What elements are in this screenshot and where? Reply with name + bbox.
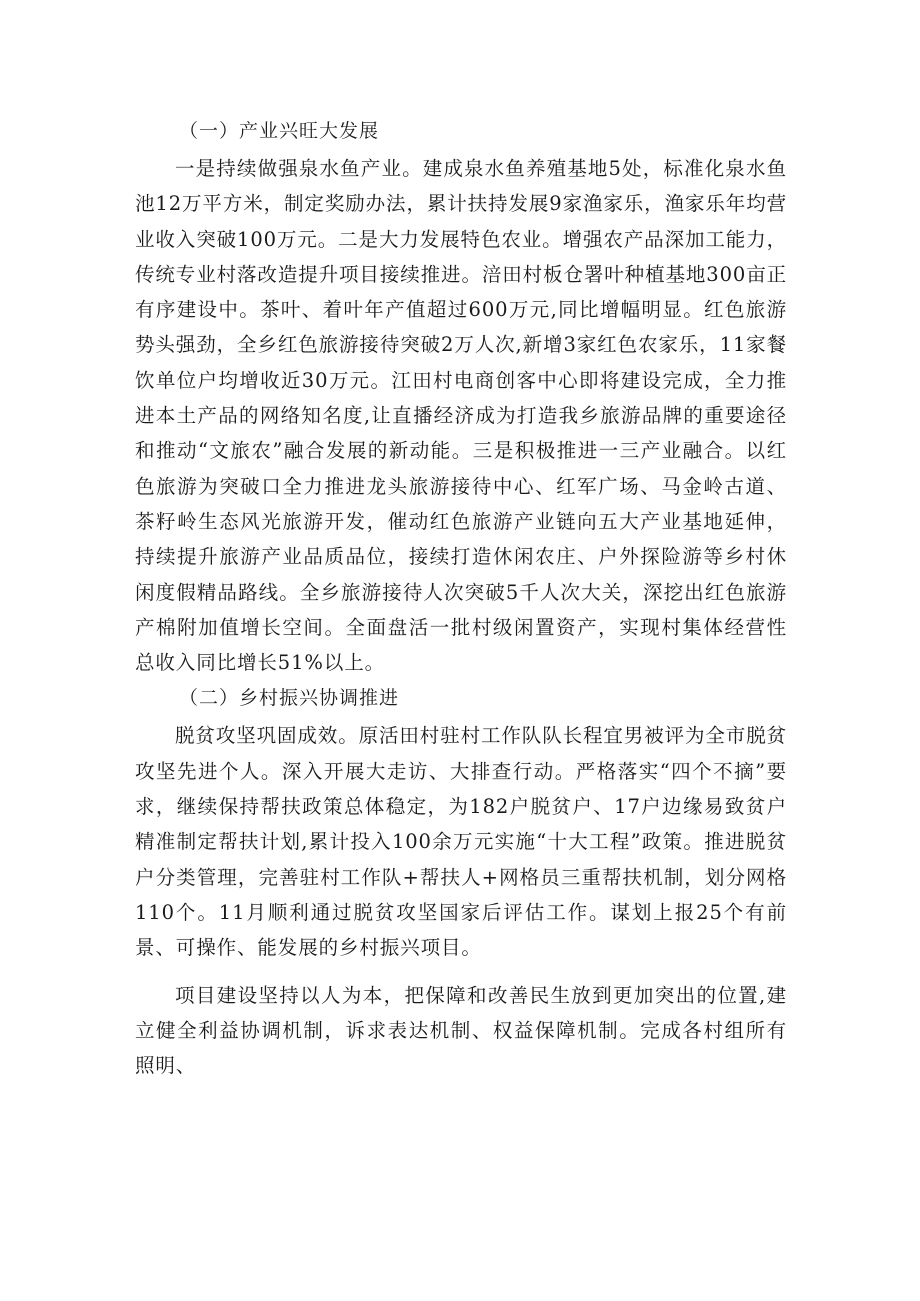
paragraph-project-construction: 项目建设坚持以人为本，把保障和改善民生放到更加突出的位置,建立健全利益协调机制，诉求表达机制、权益保障机制。完成各村组所有照明、 xyxy=(135,983,787,1078)
paragraph-poverty-alleviation: 脱贫攻坚巩固成效。原活田村驻村工作队队长程宜男被评为全市脱贫攻坚先进个人。深入开展大走访、大排查行动。严格落实“四个不摘”要求，继续保持帮扶政策总体稳定，为182户脱贫户、17户边缘易致贫户精准制定帮扶计划,累计投入100余万元实施“十大工程”政策。推进脱贫户分类管理，完善驻村工作队+帮扶人+网格员三重帮扶机制，划分网格110个。11月顺利通过脱贫攻坚国家后评估工作。谋划上报25个有前景、可操作、能发展的乡村振兴项目。 xyxy=(135,724,788,960)
document-body xyxy=(135,113,787,1083)
paragraph-industry: 一是持续做强泉水鱼产业。建成泉水鱼养殖基地5处，标准化泉水鱼池12万平方米，制定奖励办法，累计扶持发展9家渔家乐，渔家乐年均营业收入突破100万元。二是大力发展特色农业。增强农产品深加工能力，传统专业村落改造提升项目接续推进。涪田村板仓署叶种植基地300亩正有序建设中。茶叶、着叶年产值超过600万元,同比增幅明显。红色旅游势头强劲，全乡红色旅游接待突破2万人次,新增3家红色农家乐，11家餐饮单位户均增收近30万元。江田村电商创客中心即将建设完成，全力推进本土产品的网络知名度,让直播经济成为打造我乡旅游品牌的重要途径和推动“文旅农”融合发展的新动能。三是积极推进一三产业融合。以红色旅游为突破口全力推进龙头旅游接待中心、红军广场、马金岭古道、茶籽岭生态风光旅游开发，催动红色旅游产业链向五大产业基地延伸，持续提升旅游产业品质品位，接续打造休闲农庄、户外探险游等乡村休闲度假精品路线。全乡旅游接待人次突破5千人次大关，深挖出红色旅游产棉附加值增长空间。全面盘活一批村级闲置资产，实现村集体经营性总收入同比增长51%以上。 xyxy=(135,157,787,675)
section-heading-rural-revitalization: （二）乡村振兴协调推进 xyxy=(179,687,400,710)
section-heading-industry: （一）产业兴旺大发展 xyxy=(179,120,380,142)
